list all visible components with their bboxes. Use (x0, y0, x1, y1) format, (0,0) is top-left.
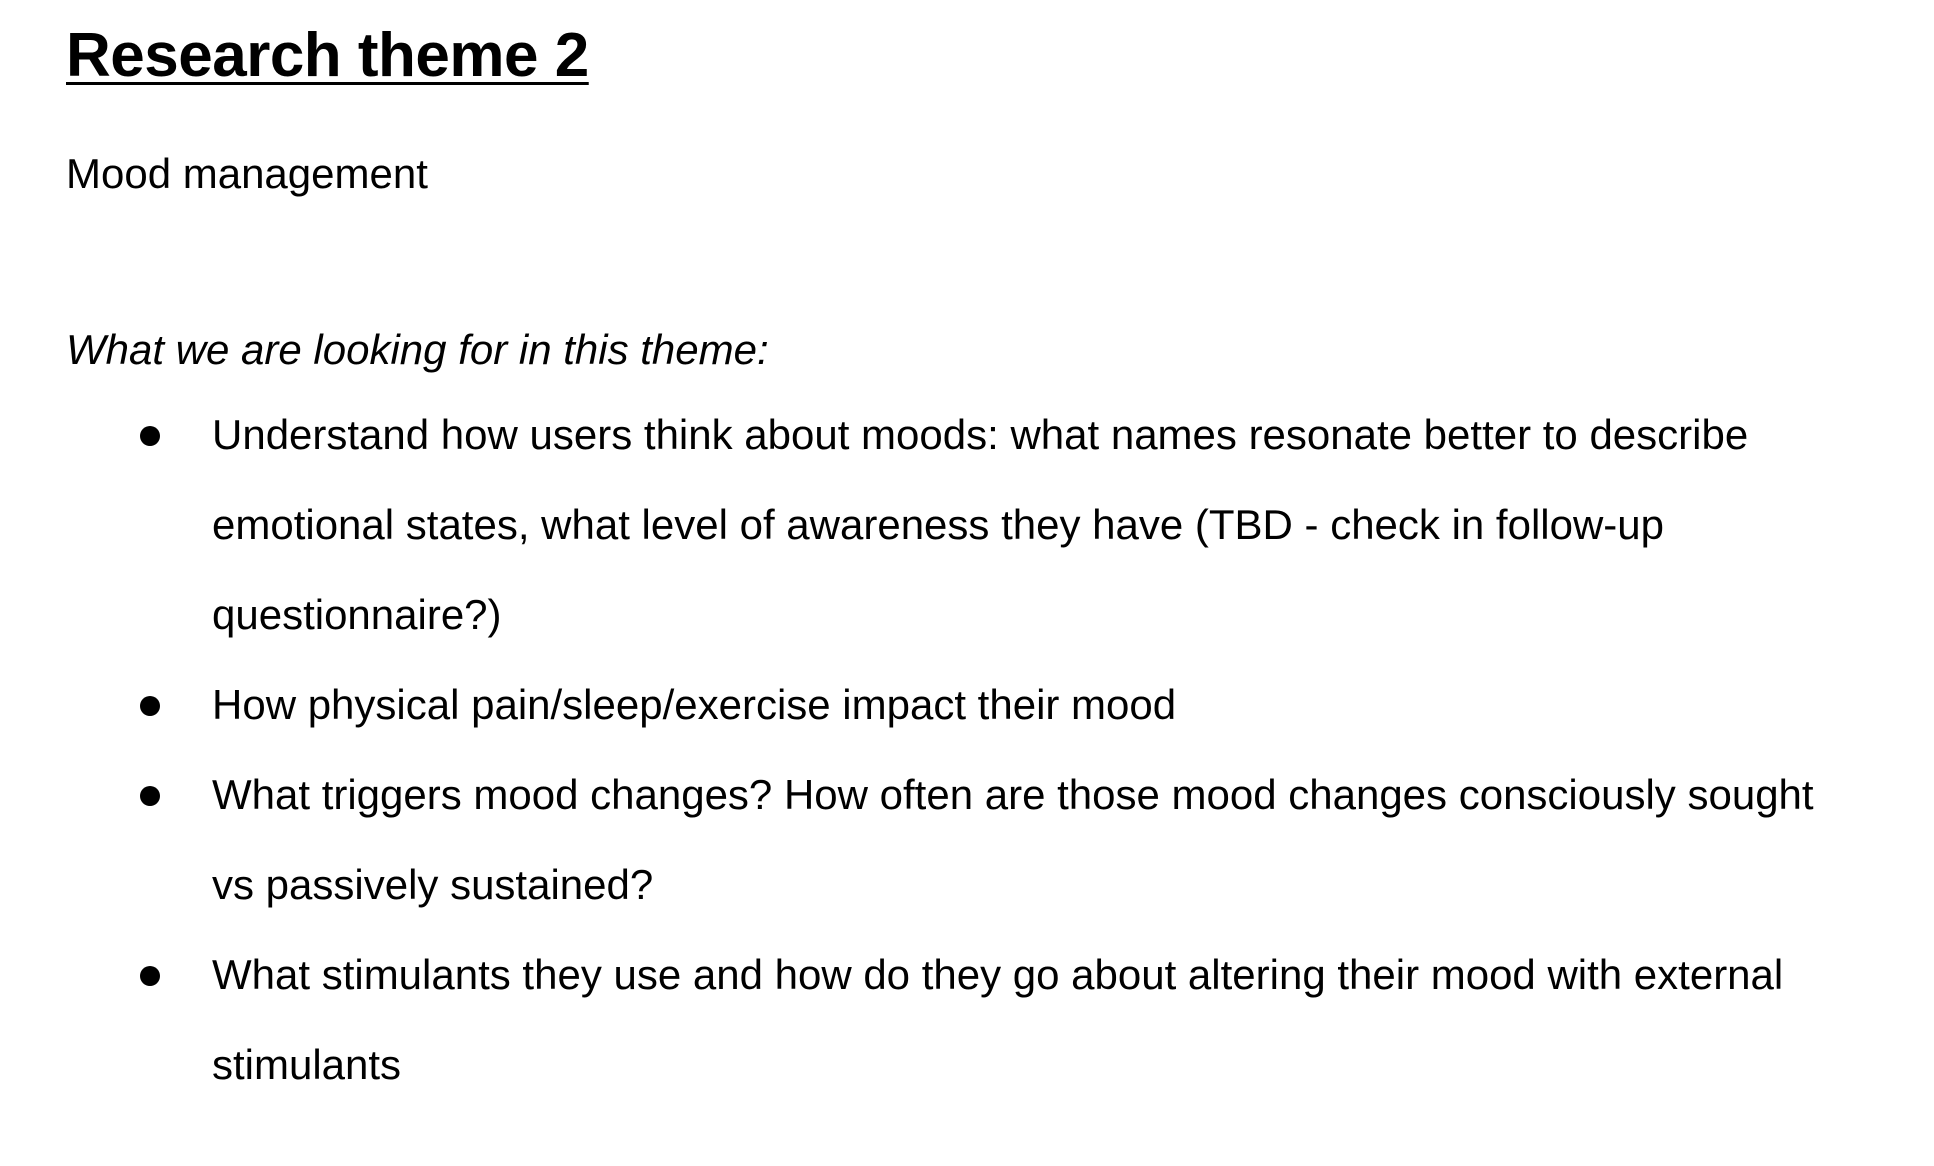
section-heading: What we are looking for in this theme: (66, 326, 769, 373)
bullet-icon (140, 426, 160, 446)
bullet-icon (140, 786, 160, 806)
bullet-text: Understand how users think about moods: what names resonate better to describe emotional states, what level of awareness they have (TBD - check in follow-up questionnaire?) (212, 411, 1749, 638)
bullet-text: How physical pain/sleep/exercise impact their mood (212, 681, 1177, 728)
bullet-icon (140, 966, 160, 986)
list-item (66, 750, 1852, 930)
bullet-list (66, 390, 1886, 1110)
list-item (66, 390, 1852, 660)
bullet-text: What triggers mood changes? How often are those mood changes consciously sought vs passively sustained? (212, 771, 1814, 908)
bullet-icon (140, 696, 160, 716)
list-item (66, 930, 1852, 1110)
list-item (66, 660, 1852, 750)
page-title: Research theme 2 (66, 21, 589, 90)
document-page (66, 18, 1886, 1110)
bullet-text: What stimulants they use and how do they go about altering their mood with external stimulants (212, 951, 1784, 1088)
theme-subtitle: Mood management (66, 150, 428, 197)
